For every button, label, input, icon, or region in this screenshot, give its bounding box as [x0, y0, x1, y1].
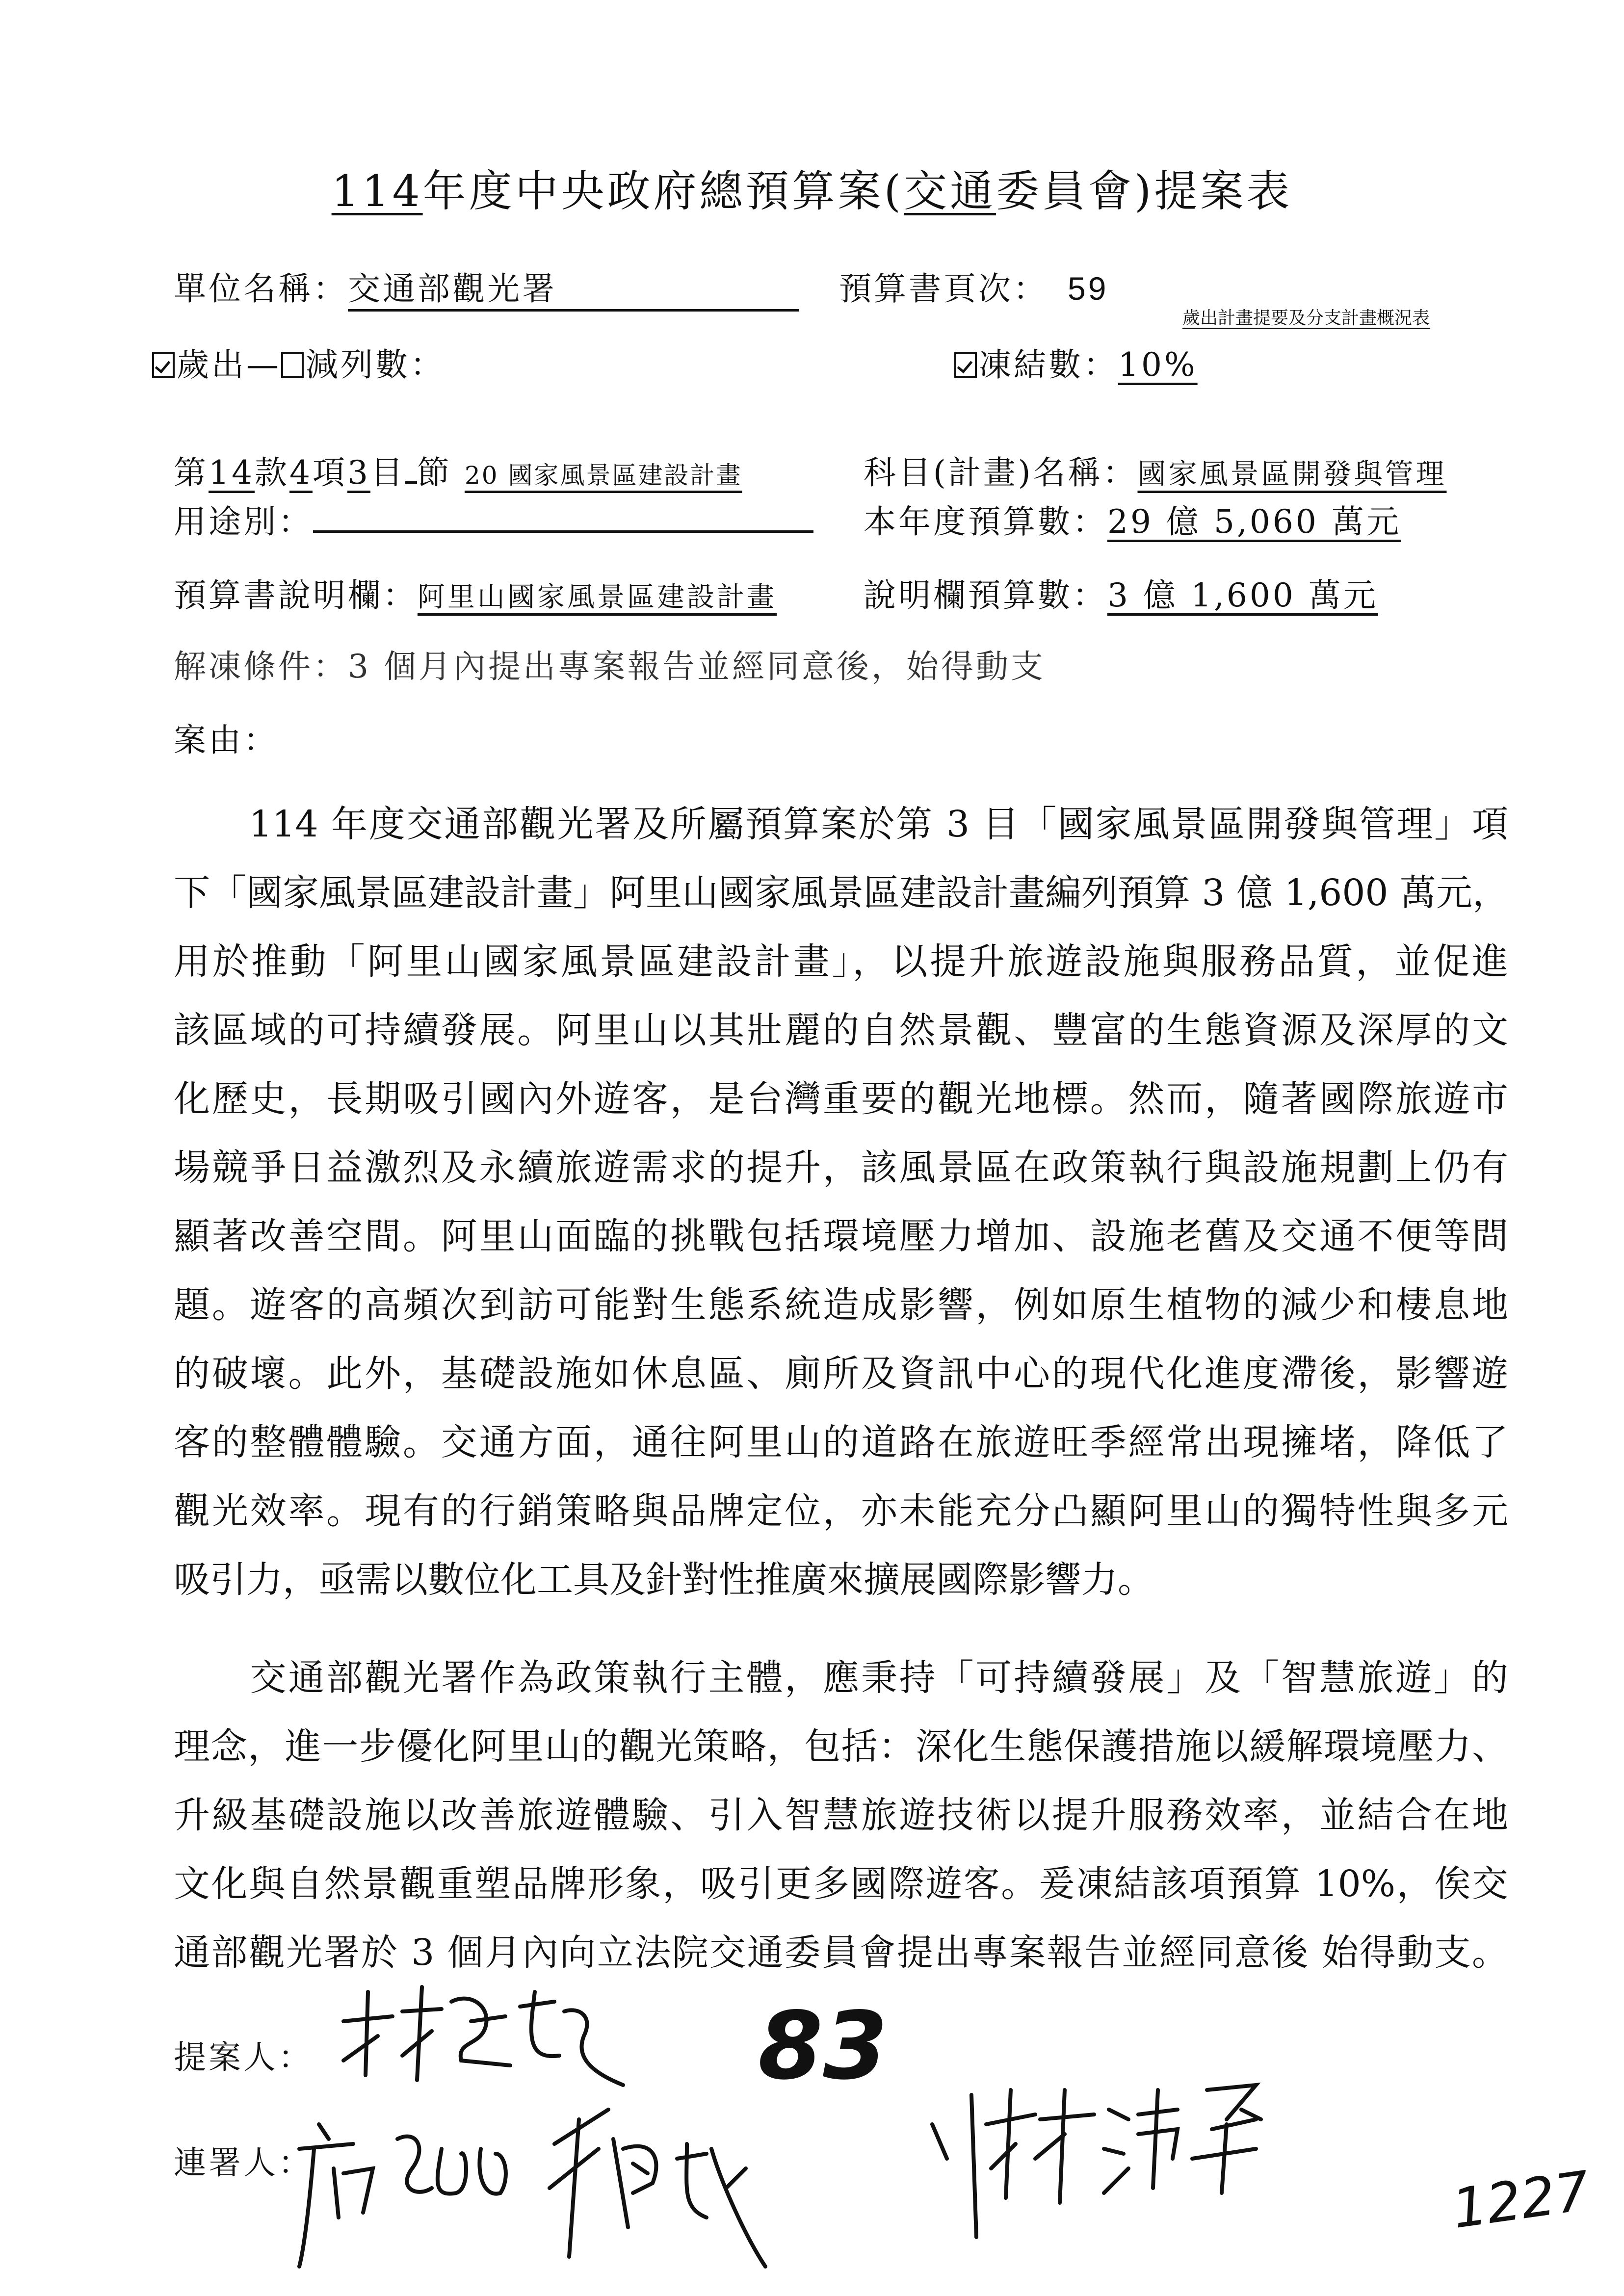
- proposer-label: 提案人：: [174, 2038, 313, 2076]
- unit-name-value: 交通部觀光署: [348, 262, 799, 312]
- freeze-row: 凍結數：10%: [954, 339, 1198, 385]
- reason-paragraph-1: 114 年度交通部觀光署及所屬預算案於第 3 目「國家風景區開發與管理」項 下「國家風景區建設計畫」阿里山國家風景區建設計畫編列預算 3 億 1,600 萬元， 用於推動「阿里山國家風景區建設計畫」，以提升旅遊設施與服務品質，並促進 該區域的可持續發展。阿里山以其壯麗的自然景觀、豐富的生態資源及深厚的文 化歷史，長期吸引國內外遊客，是台灣重要的觀光地標。然而，隨著國際旅遊市 場競爭日益激烈及永續旅遊需求的提升，該風景區在政策執行與設施規劃上仍有 顯著改善空間。阿里山面臨的挑戰包括環境壓力增加、設施老舊及交通不便等問 題。遊客的高頻次到訪可能對生態系統造成影響，例如原生植物的減少和棲息地 的破壞。此外，基礎設施如休息區、廁所及資訊中心的現代化進度滯後，影響遊 客的整體體驗。交通方面，通往阿里山的道路在旅遊旺季經常出現擁堵，降低了 觀光效率。現有的行銷策略與品牌定位，亦未能充分凸顯阿里山的獨特性與多元 吸引力，亟需以數位化工具及針對性推廣來擴展國際影響力。: [174, 803, 1509, 1601]
- usage-row: 用途別：: [174, 496, 813, 542]
- freeze-value: 10%: [1118, 346, 1198, 384]
- handwritten-number: 83: [758, 1992, 888, 2100]
- proposer-signature: [343, 1987, 623, 2085]
- description-row: 預算書說明欄：阿里山國家風景區建設計畫: [174, 576, 777, 614]
- cosigner-signature-3: [932, 2085, 1261, 2237]
- subject-value: 國家風景區開發與管理: [1137, 457, 1447, 491]
- handwritten-code: 1227: [1448, 2159, 1594, 2241]
- description-budget-row: 說明欄預算數：3 億 1,600 萬元: [864, 576, 1378, 614]
- annual-budget-row: 本年度預算數：29 億 5,060 萬元: [864, 503, 1401, 541]
- subject-row: 科目(計畫)名稱：國家風景區開發與管理: [864, 454, 1447, 492]
- budget-page-value: 59: [1068, 270, 1109, 307]
- budget-page-row: 預算書頁次： 59: [839, 270, 1109, 308]
- description-budget-value: 3 億 1,600 萬元: [1107, 576, 1378, 614]
- description-value: 阿里山國家風景區建設計畫: [418, 581, 777, 613]
- annual-budget-value: 29 億 5,060 萬元: [1107, 503, 1401, 541]
- page-note: 歲出計畫提要及分支計畫概況表: [1182, 308, 1430, 328]
- reason-paragraph-2: 交通部觀光署作為政策執行主體，應秉持「可持續發展」及「智慧旅遊」的 理念，進一步優化阿里山的觀光策略，包括：深化生態保護措施以緩解環境壓力、 升級基礎設施以改善旅遊體驗、引入智慧旅遊技術以提升服務效率，並結合在地 文化與自然景觀重塑品牌形象，吸引更多國際遊客。爰凍結該項預算 10%，俟交 通部觀光署於 3 個月內向立法院交通委員會提出專案報告並經同意後 始得動支。: [174, 1657, 1508, 1974]
- cosigner-signature-2: [550, 2110, 765, 2267]
- expense-row: 歲出— 減列數：: [152, 339, 445, 385]
- section-row: 第14款4項3目 節 20 國家風景區建設計畫: [174, 454, 742, 492]
- cosigner-signature-1: [299, 2124, 506, 2267]
- unfreeze-condition: 解凍條件：3 個月內提出專案報告並經同意後，始得動支: [174, 648, 1046, 685]
- form-title: 114年度中央政府總預算案(交通委員會)提案表: [331, 166, 1293, 216]
- reason-label: 案由：: [174, 721, 278, 759]
- cosigner-label: 連署人：: [174, 2144, 313, 2182]
- unit-name-row: 單位名稱：交通部觀光署: [174, 262, 799, 312]
- plan-name: 20 國家風景區建設計畫: [464, 461, 742, 490]
